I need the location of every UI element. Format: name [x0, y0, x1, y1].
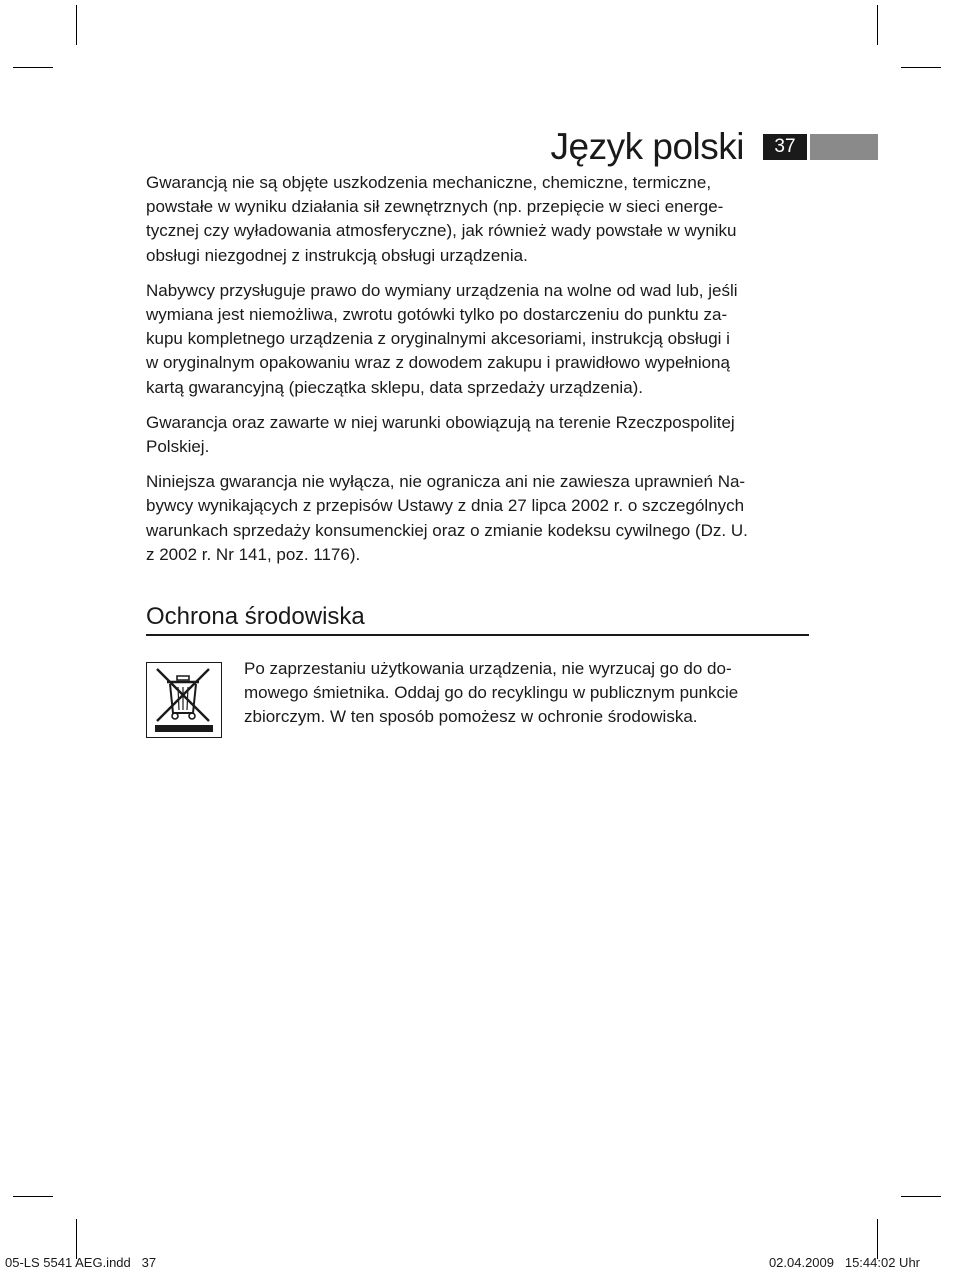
paragraph-legal — [146, 470, 810, 567]
text-line: tycznej czy wyładowania atmosferyczne), jak również wady powstałe w wyniku — [146, 221, 737, 241]
crop-mark-top-left — [76, 5, 77, 45]
crop-mark-bottom-left-h — [13, 1196, 53, 1197]
crop-mark-top-left-h — [13, 67, 53, 68]
text-line: w oryginalnym opakowaniu wraz z dowodem zakupu i prawidłowo wypełnioną — [146, 353, 730, 373]
footer-timestamp: 02.04.2009 15:44:02 Uhr — [768, 1255, 920, 1270]
text-line: mowego śmietnika. Oddaj go do recyklingu w publicznym punkcie — [244, 683, 739, 703]
paragraph-exchange-rights — [146, 279, 810, 400]
text-line: Nabywcy przysługuje prawo do wymiany urządzenia na wolne od wad lub, jeśli — [146, 280, 738, 300]
header-accent-bar — [810, 134, 878, 160]
page-number-badge: 37 — [763, 134, 807, 160]
text-line: z 2002 r. Nr 141, poz. 1176). — [146, 544, 361, 564]
paragraph-exclusions — [146, 171, 810, 268]
section-heading-environment: Ochrona środowiska — [146, 600, 809, 636]
page-title: Język polski — [550, 126, 744, 167]
crop-mark-bottom-left — [76, 1219, 77, 1259]
warranty-text — [146, 171, 810, 578]
footer-file-info: 05-LS 5541 AEG.indd 37 — [5, 1255, 157, 1270]
weee-crossed-bin-icon — [146, 662, 222, 738]
environment-text — [244, 657, 810, 730]
text-line: Gwarancja oraz zawarte w niej warunki obowiązują na terenie Rzeczpospolitej — [146, 412, 735, 432]
page-header — [0, 126, 954, 170]
crop-mark-top-right-h — [901, 67, 941, 68]
paragraph-territory — [146, 411, 810, 459]
text-line: powstałe w wyniku działania sił zewnętrznych (np. przepięcie w sieci energe- — [146, 197, 724, 217]
text-line: Gwarancją nie są objęte uszkodzenia mechaniczne, chemiczne, termiczne, — [146, 173, 712, 192]
crop-mark-top-right — [877, 5, 878, 45]
text-line: Po zaprzestaniu użytkowania urządzenia, nie wyrzucaj go do do- — [244, 659, 732, 678]
text-line: Polskiej. — [146, 437, 210, 457]
text-line: obsługi niezgodnej z instrukcją obsługi urządzenia. — [146, 245, 528, 265]
text-line: warunkach sprzedaży konsumenckiej oraz o zmianie kodeksu cywilnego (Dz. U. — [146, 520, 748, 540]
text-line: kupu kompletnego urządzenia z oryginalnymi akcesoriami, instrukcją obsługi i — [146, 329, 730, 349]
crop-mark-bottom-right-h — [901, 1196, 941, 1197]
crop-mark-bottom-right — [877, 1219, 878, 1259]
text-line: bywcy wynikających z przepisów Ustawy z dnia 27 lipca 2002 r. o szczególnych — [146, 496, 745, 516]
text-line: Niniejsza gwarancja nie wyłącza, nie ogranicza ani nie zawiesza uprawnień Na- — [146, 472, 746, 492]
text-line: wymiana jest niemożliwa, zwrotu gotówki tylko po dostarczeniu do punktu za- — [146, 305, 728, 325]
text-line: zbiorczym. W ten sposób pomożesz w ochronie środowiska. — [244, 707, 698, 727]
text-line: kartą gwarancyjną (pieczątka sklepu, data sprzedaży urządzenia). — [146, 377, 644, 397]
